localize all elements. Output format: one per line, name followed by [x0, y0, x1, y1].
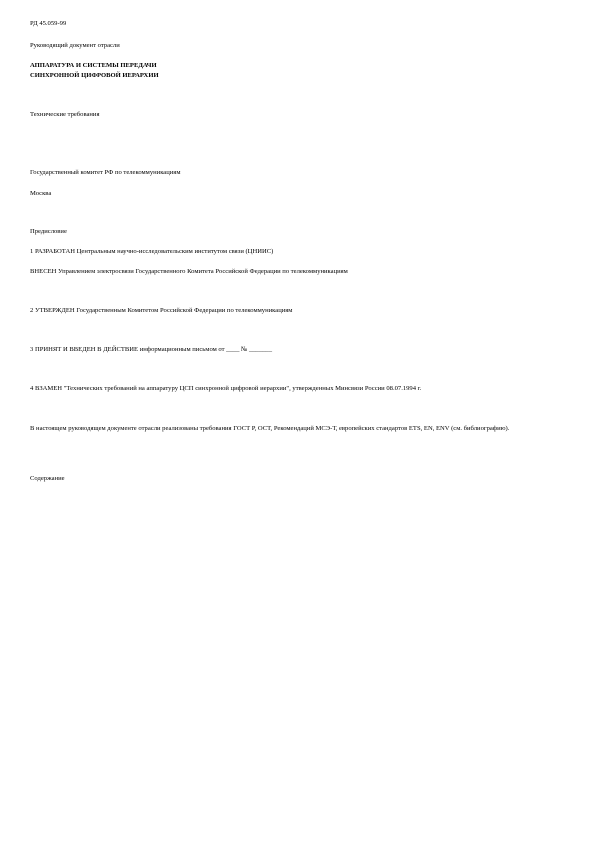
foreword-item-1-submitted: ВНЕСЕН Управлением электросвязи Государственного Комитета Российской Федерации по телекоммуникациям	[30, 268, 348, 275]
document-code: РД 45.059-99	[30, 20, 67, 27]
foreword-item-3: 3 ПРИНЯТ И ВВЕДЕН В ДЕЙСТВИЕ информационным письмом от ____ № _______	[30, 346, 273, 353]
contents-heading: Содержание	[30, 475, 65, 482]
standards-note: В настоящем руководящем документе отрасли реализованы требования ГОСТ Р, ОСТ, Рекомендаций МСЭ-Т, европейских стандартов ETS, EN, ENV (см. библиографию).	[30, 425, 510, 432]
subtitle: Технические требования	[30, 111, 100, 118]
foreword-item-2: 2 УТВЕРЖДЕН Государственным Комитетом Российской Федерации по телекоммуникациям	[30, 307, 293, 314]
foreword-heading: Предисловие	[30, 228, 67, 235]
title-line-1: АППАРАТУРА И СИСТЕМЫ ПЕРЕДАЧИ	[30, 62, 157, 69]
title-line-2: СИНХРОННОЙ ЦИФРОВОЙ ИЕРАРХИИ	[30, 72, 159, 79]
document-type: Руководящий документ отрасли	[30, 42, 120, 49]
foreword-item-1: 1 РАЗРАБОТАН Центральным научно-исследовательским институтом связи (ЦНИИС)	[30, 248, 274, 255]
city: Москва	[30, 190, 52, 197]
issuer: Государственный комитет РФ по телекоммуникациям	[30, 169, 181, 176]
foreword-item-4: 4 ВЗАМЕН "Технических требований на аппаратуру ЦСП синхронной цифровой иерархии", утвержденных Минсвязи России 08.07.1994 г.	[30, 385, 422, 392]
